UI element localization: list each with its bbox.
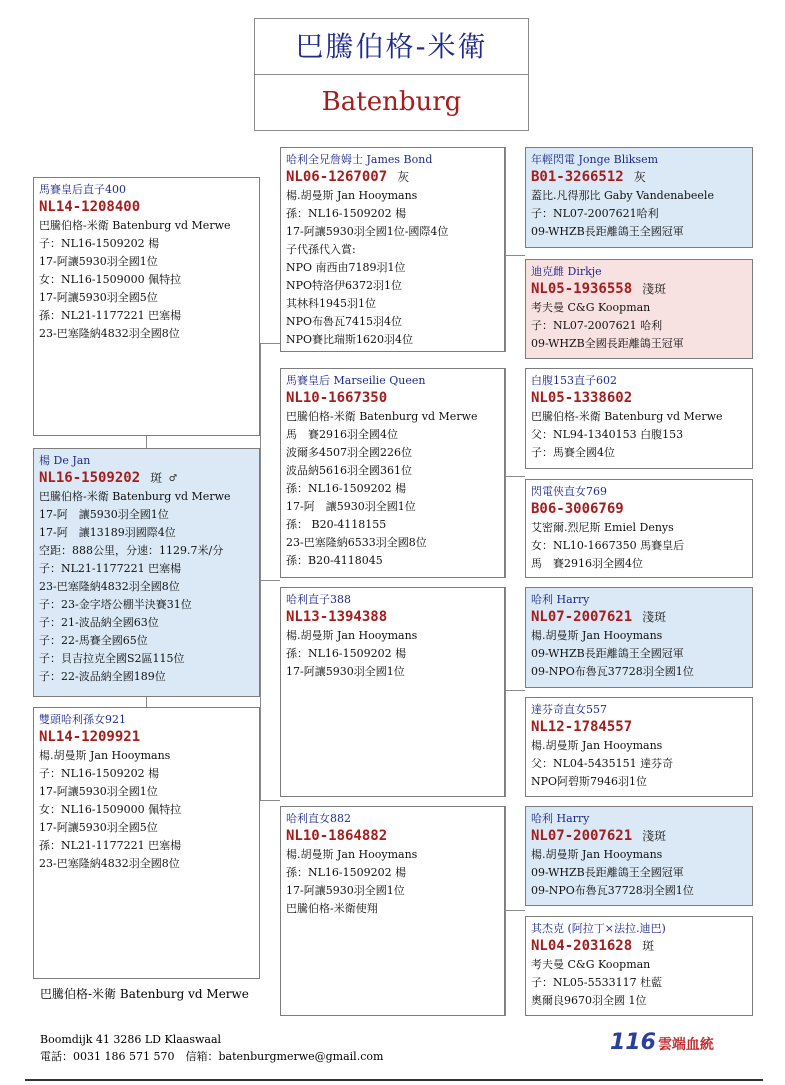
pedigree-card-dam-dam <box>280 806 505 1016</box>
detail-line: 考夫曼 C&G Koopman <box>531 301 651 314</box>
detail-line: 艾密爾.烈尼斯 Emiel Denys <box>531 521 674 534</box>
detail-line: 馬 賽2916羽全國4位 <box>531 557 643 570</box>
detail-line: 女：NL10-1667350 馬賽皇后 <box>531 539 685 552</box>
detail-line: 孫：NL21-1177221 巴塞楊 <box>39 309 182 322</box>
pigeon-name: 哈利 Harry <box>531 593 590 606</box>
pigeon-name: 楊 De Jan <box>39 454 91 467</box>
detail-line: 子：貝吉拉克全國S2區115位 <box>39 652 185 665</box>
ring-number-value: NL05-1936558 <box>531 281 633 297</box>
detail-line: 子：NL16-1509202 楊 <box>39 767 160 780</box>
detail-line: 09-WHZB長距離鴿王全國冠軍 <box>531 225 684 238</box>
detail-line: 女：NL16-1509000 佩特拉 <box>39 803 182 816</box>
detail-line: NPO 南西由7189羽1位 <box>286 261 406 274</box>
detail-line: 17-阿 讓5930羽全國1位 <box>39 508 169 521</box>
connector-line <box>260 800 280 801</box>
pigeon-name: 哈利直女882 <box>286 812 351 825</box>
connector-line <box>505 255 525 256</box>
detail-line: 子代孫代入賞: <box>286 243 356 256</box>
detail-line: 其林科1945羽1位 <box>286 297 376 310</box>
pigeon-name: 閃電俠直女769 <box>531 485 607 498</box>
connector-line <box>505 147 506 352</box>
ring-number-value: NL06-1267007 <box>286 169 388 185</box>
connector-line <box>505 806 506 1016</box>
detail-line: 孫：NL16-1509202 楊 <box>286 866 407 879</box>
detail-line: 子：23-金字塔公棚半決賽31位 <box>39 598 192 611</box>
detail-line: 楊.胡曼斯 Jan Hooymans <box>531 629 663 642</box>
pedigree-card-gg6 <box>525 697 753 797</box>
pigeon-color: 淺斑 <box>642 829 667 843</box>
detail-line: 楊.胡曼斯 Jan Hooymans <box>286 189 418 202</box>
detail-line: 蓋比.凡得那比 Gaby Vandenabeele <box>531 189 714 202</box>
detail-line: 巴騰伯格-米衛使翔 <box>286 902 378 915</box>
detail-line: NPO特洛伊6372羽1位 <box>286 279 403 292</box>
ring-number <box>531 608 747 627</box>
title-box <box>254 18 529 131</box>
detail-line: 23-巴塞隆納6533羽全國8位 <box>286 536 427 549</box>
connector-line <box>146 697 147 707</box>
ring-number-value: NL07-2007621 <box>531 828 633 844</box>
detail-line: 波爾多4507羽全國226位 <box>286 446 412 459</box>
ring-number <box>531 280 747 299</box>
detail-line: 17-阿 讓5930羽全國1位 <box>286 500 416 513</box>
ring-number: NL14-1208400 <box>39 199 141 215</box>
detail-line: 女：NL16-1509000 佩特拉 <box>39 273 182 286</box>
connector-line <box>505 587 506 797</box>
detail-line: NPO布魯瓦7415羽4位 <box>286 315 403 328</box>
detail-line: 孫：NL16-1509202 楊 <box>286 207 407 220</box>
pigeon-color: 灰 <box>397 170 410 184</box>
pigeon-name: 白腹153直子602 <box>531 374 617 387</box>
connector-line <box>505 476 525 477</box>
loft-title-english: Batenburg <box>321 87 462 117</box>
footer-address: Boomdijk 41 3286 LD Klaaswaal <box>40 1033 222 1046</box>
pigeon-name: 馬賽皇后 Marseilie Queen <box>286 374 426 387</box>
detail-line: 孫：NL16-1509202 楊 <box>286 482 407 495</box>
detail-line: 父：NL94-1340153 白腹153 <box>531 428 684 441</box>
pigeon-color: 淺斑 <box>642 282 667 296</box>
detail-line: 空距：888公里，分速：1129.7米/分 <box>39 544 224 557</box>
pigeon-name: 其杰克 (阿拉丁×法拉.迪巴) <box>531 922 666 935</box>
ring-number-value: NL16-1509202 <box>39 470 141 486</box>
pedigree-card-sire-sire <box>280 587 505 797</box>
detail-line: 巴騰伯格-米衛 Batenburg vd Merwe <box>286 410 478 423</box>
detail-line: 楊.胡曼斯 Jan Hooymans <box>286 848 418 861</box>
pigeon-name: 年輕閃電 Jonge Bliksem <box>531 153 659 166</box>
pigeon-color: 斑 <box>642 939 655 953</box>
detail-line: 孫：NL16-1509202 楊 <box>286 647 407 660</box>
pedigree-card-gg2 <box>525 259 753 359</box>
pedigree-card-dam <box>280 368 505 578</box>
detail-line: 父：NL04-5435151 達芬奇 <box>531 757 674 770</box>
detail-line: 子：NL21-1177221 巴塞楊 <box>39 562 182 575</box>
detail-line: 楊.胡曼斯 Jan Hooymans <box>286 629 418 642</box>
pigeon-name: 哈利直子388 <box>286 593 351 606</box>
pedigree-card-gg7 <box>525 806 753 906</box>
detail-line: 17-阿讓5930羽全國1位 <box>39 255 158 268</box>
detail-line: 楊.胡曼斯 Jan Hooymans <box>39 749 171 762</box>
pigeon-color: 灰 <box>633 170 646 184</box>
detail-line: 17-阿讓5930羽全國1位-國際4位 <box>286 225 449 238</box>
pedigree-card-gg1 <box>525 147 753 248</box>
pedigree-card-subject <box>33 448 260 697</box>
connector-line <box>505 368 506 578</box>
ring-number: NL13-1394388 <box>286 609 388 625</box>
detail-line: 子：NL07-2007621 哈利 <box>531 319 663 332</box>
detail-line: 楊.胡曼斯 Jan Hooymans <box>531 848 663 861</box>
detail-line: 09-WHZB長距離鴿王全國冠軍 <box>531 647 684 660</box>
ring-number: NL10-1667350 <box>286 390 388 406</box>
detail-line: 09-WHZB長距離鴿王全國冠軍 <box>531 866 684 879</box>
detail-line: 馬 賽2916羽全國4位 <box>286 428 398 441</box>
title-divider <box>255 74 528 75</box>
pigeon-name: 達芬奇直女557 <box>531 703 607 716</box>
connector-line <box>260 343 261 800</box>
detail-line: 09-WHZB全國長距離鴿王冠軍 <box>531 337 684 350</box>
pigeon-name: 哈利 Harry <box>531 812 590 825</box>
ring-number: NL12-1784557 <box>531 719 633 735</box>
pigeon-name: 哈利全兄詹姆士 James Bond <box>286 153 433 166</box>
bottom-divider <box>25 1079 763 1081</box>
pedigree-card-gg5 <box>525 587 753 688</box>
footer-contact: 電話：0031 186 571 570 信箱：batenburgmerwe@gmail.com <box>40 1050 384 1063</box>
detail-line: 09-NPO布魯瓦37728羽全國1位 <box>531 884 694 897</box>
ring-number <box>531 827 747 846</box>
detail-line: 巴騰伯格-米衛 Batenburg vd Merwe <box>39 219 231 232</box>
pigeon-color: 淺斑 <box>642 610 667 624</box>
detail-line: 子：馬賽全國4位 <box>531 446 615 459</box>
connector-line <box>146 436 147 448</box>
detail-line: NPO阿碧斯7946羽1位 <box>531 775 648 788</box>
detail-line: 子：21-波品納全國63位 <box>39 616 159 629</box>
connector-line <box>260 580 280 581</box>
detail-line: NPO賽比瑞斯1620羽4位 <box>286 333 414 346</box>
detail-line: 孫：NL21-1177221 巴塞楊 <box>39 839 182 852</box>
ring-number: NL14-1209921 <box>39 729 141 745</box>
ring-number-value: B01-3266512 <box>531 169 624 185</box>
detail-line: 17-阿讓5930羽全國1位 <box>286 665 405 678</box>
detail-line: 楊.胡曼斯 Jan Hooymans <box>531 739 663 752</box>
logo-number: 116 <box>610 1030 656 1055</box>
connector-line <box>260 343 280 344</box>
detail-line: 子：NL07-2007621哈利 <box>531 207 659 220</box>
connector-line <box>505 690 525 691</box>
detail-line: 17-阿讓5930羽全國5位 <box>39 291 158 304</box>
detail-line: 17-阿讓5930羽全國1位 <box>286 884 405 897</box>
detail-line: 孫：B20-4118045 <box>286 554 383 567</box>
ring-number: NL05-1338602 <box>531 390 633 406</box>
detail-line: 子：22-波品納全國189位 <box>39 670 166 683</box>
detail-line: 巴騰伯格-米衛 Batenburg vd Merwe <box>39 490 231 503</box>
pedigree-card-gg8 <box>525 916 753 1016</box>
detail-line: 子：NL05-5533117 杜藍 <box>531 976 663 989</box>
pigeon-name: 迪克雌 Dirkje <box>531 265 602 278</box>
pedigree-card-gg3 <box>525 368 753 469</box>
detail-line: 09-NPO布魯瓦37728羽全國1位 <box>531 665 694 678</box>
pigeon-name: 雙頭哈利孫女921 <box>39 713 126 726</box>
pedigree-card-sire <box>280 147 505 352</box>
detail-line: 奧爾良9670羽全國 1位 <box>531 994 647 1007</box>
ring-number <box>531 168 747 187</box>
detail-line: 17-阿讓5930羽全國5位 <box>39 821 158 834</box>
ring-number: NL10-1864882 <box>286 828 388 844</box>
ring-number <box>531 937 747 956</box>
logo-text: 雲端血統 <box>657 1037 714 1053</box>
ring-number-value: NL04-2031628 <box>531 938 633 954</box>
detail-line: 子：NL16-1509202 楊 <box>39 237 160 250</box>
pigeon-name: 馬賽皇后直子400 <box>39 183 126 196</box>
detail-line: 巴騰伯格-米衛 Batenburg vd Merwe <box>531 410 723 423</box>
connector-line <box>505 910 525 911</box>
pigeon-color: 斑 ♂ <box>150 471 177 485</box>
ring-number <box>286 168 499 187</box>
detail-line: 波品納5616羽全國361位 <box>286 464 412 477</box>
brand-logo <box>610 1030 714 1056</box>
detail-line: 17-阿 讓13189羽國際4位 <box>39 526 176 539</box>
pedigree-card-gg4 <box>525 479 753 578</box>
ring-number-value: NL07-2007621 <box>531 609 633 625</box>
ring-number <box>39 469 254 488</box>
detail-line: 17-阿讓5930羽全國1位 <box>39 785 158 798</box>
detail-line: 23-巴塞隆納4832羽全國8位 <box>39 580 180 593</box>
detail-line: 孫： B20-4118155 <box>286 518 387 531</box>
detail-line: 考夫曼 C&G Koopman <box>531 958 651 971</box>
detail-line: 23-巴塞隆納4832羽全國8位 <box>39 327 180 340</box>
pedigree-card-sibling-bottom <box>33 707 260 979</box>
detail-line: 23-巴塞隆納4832羽全國8位 <box>39 857 180 870</box>
loft-title-chinese: 巴騰伯格-米衛 <box>295 30 488 63</box>
detail-line: 子：22-馬賽全國65位 <box>39 634 148 647</box>
ring-number: B06-3006769 <box>531 501 624 517</box>
footer-loft-name: 巴騰伯格-米衛 Batenburg vd Merwe <box>40 987 249 1001</box>
pedigree-card-sibling-top <box>33 177 260 436</box>
